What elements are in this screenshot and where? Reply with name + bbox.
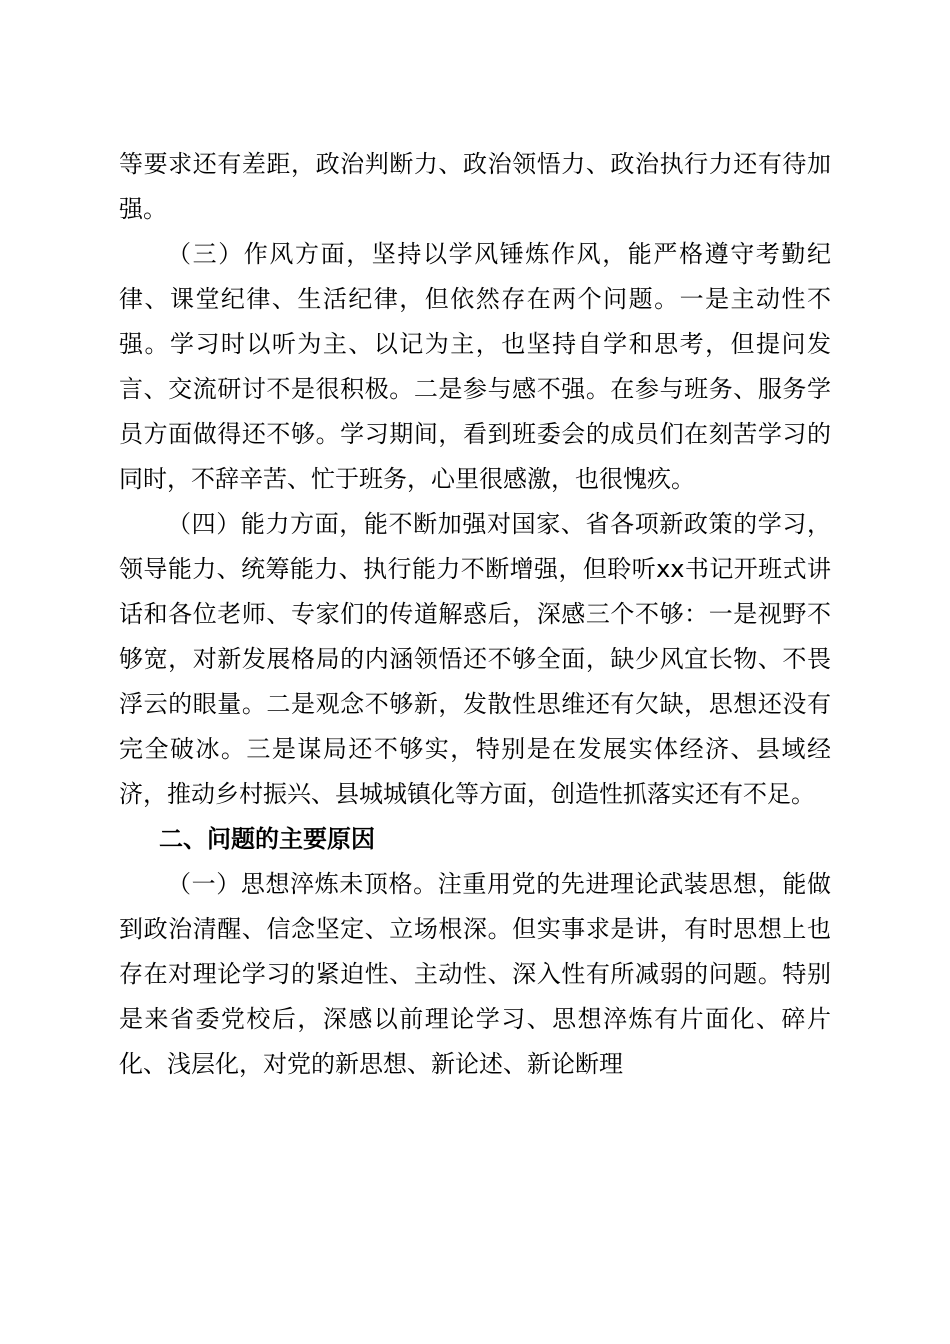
paragraph-ability: （四）能力方面，能不断加强对国家、省各项新政策的学习，领导能力、统筹能力、执行能力不断增强，但聆听xx书记开班式讲话和各位老师、专家们的传道解惑后，深感三个不够：一是视野不够宽，对新发展格局的内涵领悟还不够全面，缺少风宜长物、不畏浮云的眼量。二是观念不够新，发散性思维还有欠缺，思想还没有完全破冰。三是谋局还不够实，特别是在发展实体经济、县域经济，推动乡村振兴、县城城镇化等方面，创造性抓落实还有不足。 bbox=[119, 510, 831, 808]
paragraph-continuation: 等要求还有差距，政治判断力、政治领悟力、政治执行力还有待加强。 bbox=[119, 150, 831, 223]
paragraph-work-style: （三）作风方面，坚持以学风锤炼作风，能严格遵守考勤纪律、课堂纪律、生活纪律，但依然存在两个问题。一是主动性不强。学习时以听为主、以记为主，也坚持自学和思考，但提问发言、交流研讨不是很积极。二是参与感不强。在参与班务、服务学员方面做得还不够。学习期间，看到班委会的成员们在刻苦学习的同时，不辞辛苦、忙于班务，心里很感激，也很愧疚。 bbox=[119, 240, 831, 493]
paragraph-thought-tempering: （一）思想淬炼未顶格。注重用党的先进理论武装思想，能做到政治清醒、信念坚定、立场根深。但实事求是讲，有时思想上也存在对理论学习的紧迫性、主动性、深入性有所减弱的问题。特别是来省委党校后，深感以前理论学习、思想淬炼有片面化、碎片化、浅层化，对党的新思想、新论述、新论断理 bbox=[119, 870, 831, 1078]
document-body bbox=[119, 142, 831, 1087]
section-heading-main-causes: 二、问题的主要原因 bbox=[159, 825, 375, 853]
